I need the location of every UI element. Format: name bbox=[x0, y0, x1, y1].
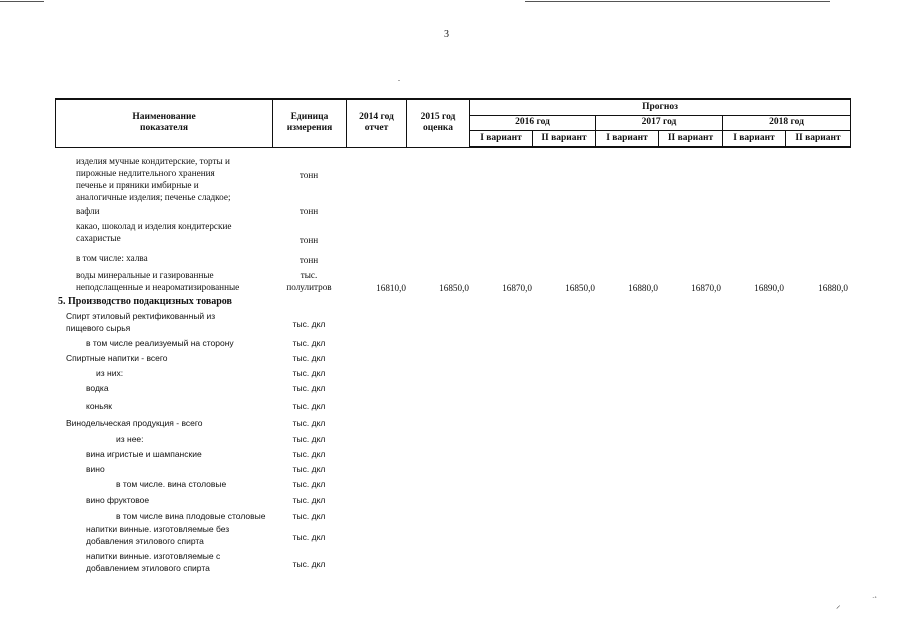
row-unit: тыс. дкл bbox=[292, 338, 326, 348]
header-variant: II вариант bbox=[786, 130, 851, 147]
value-2014: 16810,0 bbox=[376, 283, 406, 293]
row-unit: тыс. дкл bbox=[292, 434, 326, 444]
header-variant: I вариант bbox=[470, 130, 533, 147]
row-unit: тыс. дкл bbox=[292, 511, 326, 521]
row-unit: тонн bbox=[299, 170, 319, 180]
row-unit: тыс. дкл bbox=[292, 495, 326, 505]
header-2014: 2014 год отчет bbox=[347, 99, 407, 147]
page-number: 3 bbox=[444, 29, 449, 40]
row-unit: тыс. дкл bbox=[292, 418, 326, 428]
row-unit: тыс. дкл bbox=[292, 532, 326, 542]
row-unit: тонн bbox=[299, 255, 319, 265]
value-2017-v2: 16870,0 bbox=[691, 283, 721, 293]
header-variant: II вариант bbox=[659, 130, 723, 147]
header-year-2017: 2017 год bbox=[596, 115, 723, 130]
row-unit: тыс. дкл bbox=[292, 479, 326, 489]
header-2015: 2015 год оценка bbox=[407, 99, 470, 147]
row-name: в том числе вина плодовые столовые bbox=[116, 511, 266, 521]
header-forecast: Прогноз bbox=[470, 99, 851, 115]
row-name: Спирт этиловый ректификованный из пищевого сырья bbox=[66, 311, 216, 333]
value-2018-v2: 16880,0 bbox=[818, 283, 848, 293]
row-name: вино фруктовое bbox=[86, 495, 150, 505]
scan-dot bbox=[398, 80, 400, 81]
row-unit: тыс. дкл bbox=[292, 319, 326, 329]
row-name: напитки винные. изготовляемые с добавлением этилового спирта bbox=[86, 551, 221, 573]
value-2018-v1: 16890,0 bbox=[754, 283, 784, 293]
value-2017-v1: 16880,0 bbox=[628, 283, 658, 293]
scan-speck: ⸝ bbox=[836, 600, 841, 610]
row-unit: тыс. дкл bbox=[292, 449, 326, 459]
row-name: напитки винные. изготовляемые без добавления этилового спирта bbox=[86, 524, 230, 546]
row-name: какао, шоколад и изделия кондитерские сахаристые bbox=[76, 221, 232, 243]
row-unit: тыс. дкл bbox=[292, 368, 326, 378]
row-name: коньяк bbox=[86, 401, 112, 411]
header-variant: II вариант bbox=[533, 130, 596, 147]
row-name: Спиртные напитки - всего bbox=[66, 353, 168, 363]
row-unit: тыс. дкл bbox=[292, 559, 326, 569]
row-name: из нее: bbox=[116, 434, 144, 444]
row-unit: тонн bbox=[299, 235, 319, 245]
row-name: в том числе реализуемый на сторону bbox=[86, 338, 234, 348]
row-unit: тыс. дкл bbox=[292, 464, 326, 474]
row-name: из них: bbox=[96, 368, 124, 378]
header-unit: Единица измерения bbox=[273, 99, 347, 147]
row-name: в том числе: халва bbox=[76, 253, 148, 263]
section-title: 5. Производство подакцизных товаров bbox=[58, 296, 232, 307]
scan-speck: ˙˚ bbox=[872, 596, 877, 604]
scan-line-left bbox=[0, 1, 44, 2]
row-name: вина игристые и шампанские bbox=[86, 449, 202, 459]
row-name: водка bbox=[86, 383, 109, 393]
row-unit: тыс. дкл bbox=[292, 383, 326, 393]
header-name: Наименование показателя bbox=[56, 99, 273, 147]
row-name: в том числе. вина столовые bbox=[116, 479, 227, 489]
row-name: воды минеральные и газированные неподслащенные и неароматизированные bbox=[76, 270, 240, 292]
row-name: изделия мучные кондитерские, торты и пирожные недлительного хранения печенье и пряники имбирные и аналогичные изделия; печенье сладкое; bbox=[76, 156, 231, 202]
row-unit: тонн bbox=[299, 206, 319, 216]
value-2015: 16850,0 bbox=[439, 283, 469, 293]
row-name: вафли bbox=[76, 206, 100, 216]
header-year-2016: 2016 год bbox=[470, 115, 596, 130]
value-2016-v2: 16850,0 bbox=[565, 283, 595, 293]
row-unit: тыс. дкл bbox=[292, 353, 326, 363]
row-name: Винодельческая продукция - всего bbox=[66, 418, 203, 428]
header-year-2018: 2018 год bbox=[723, 115, 851, 130]
table-header bbox=[55, 98, 851, 148]
header-variant: I вариант bbox=[596, 130, 659, 147]
header-variant: I вариант bbox=[723, 130, 786, 147]
row-name: вино bbox=[86, 464, 105, 474]
value-2016-v1: 16870,0 bbox=[502, 283, 532, 293]
row-unit: тыс. полулитров bbox=[286, 270, 332, 292]
scan-line-right bbox=[525, 1, 830, 2]
row-unit: тыс. дкл bbox=[292, 401, 326, 411]
